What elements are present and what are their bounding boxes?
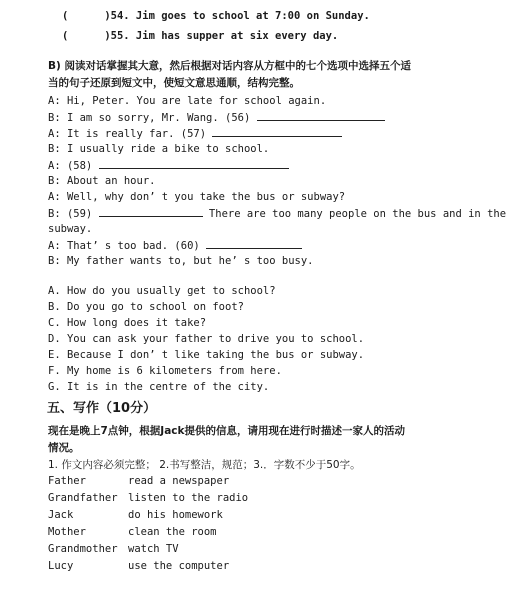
dialogue-text: A: It is really far. (57) — [48, 128, 207, 140]
judge-text: )55. Jim has supper at six every day. — [104, 30, 339, 42]
table-row-what: clean the room — [128, 526, 217, 538]
table-row-what: do his homework — [128, 509, 223, 521]
table-row-who: Father — [48, 475, 86, 487]
table-row-what: read a newspaper — [128, 475, 230, 487]
option-g: G. It is in the centre of the city. — [48, 381, 270, 393]
table-row-what: use the computer — [128, 560, 230, 572]
writing-heading: 五、写作（10分） — [47, 401, 157, 416]
dialogue-text: There are too many people on the bus and in the — [208, 208, 506, 220]
option-a: A. How do you usually get to school? — [48, 285, 276, 297]
judge-item-54 — [62, 9, 370, 23]
option-b: B. Do you go to school on foot? — [48, 301, 244, 313]
option-c: C. How long does it take? — [48, 317, 207, 329]
table-row-what: listen to the radio — [128, 492, 249, 504]
dialogue-text: A: That’ s too bad. (60) — [48, 240, 200, 252]
dialogue-line: B: About an hour. — [48, 175, 156, 187]
dialogue-line-57 — [48, 126, 342, 141]
judge-text: )54. Jim goes to school at 7:00 on Sunday. — [104, 10, 370, 22]
table-row-who: Grandfather — [48, 492, 118, 504]
dialogue-line: B: My father wants to, but he’ s too busy. — [48, 255, 314, 267]
option-d: D. You can ask your father to drive you to school. — [48, 333, 365, 345]
writing-instruction-line1: 现在是晚上7点钟，根据Jack提供的信息，请用现在进行时描述一家人的活动 — [48, 425, 406, 437]
dialogue-text: B: (59) — [48, 208, 93, 220]
option-e: E. Because I don’ t like taking the bus or subway. — [48, 349, 365, 361]
judge-paren: ( — [62, 30, 69, 42]
judge-paren: ( — [62, 10, 69, 22]
dialogue-line-56 — [48, 110, 385, 125]
judge-item-55 — [62, 29, 338, 43]
dialogue-line-58 — [48, 158, 289, 173]
answer-blank-56[interactable] — [257, 110, 385, 121]
answer-blank-60[interactable] — [206, 238, 302, 249]
option-f: F. My home is 6 kilometers from here. — [48, 365, 282, 377]
table-row-who: Jack — [48, 509, 74, 521]
dialogue-line-60 — [48, 238, 302, 253]
table-row-who: Grandmother — [48, 543, 118, 555]
table-row-what: watch TV — [128, 543, 179, 555]
dialogue-line: A: Hi, Peter. You are late for school again. — [48, 95, 327, 107]
writing-requirements: 1. 作文内容必须完整； 2.书写整洁，规范；3.．字数不少于50字。 — [48, 459, 361, 471]
dialogue-text: A: (58) — [48, 160, 93, 172]
table-row-who: Lucy — [48, 560, 74, 572]
answer-blank-58[interactable] — [99, 158, 289, 169]
dialogue-text: B: I am so sorry, Mr. Wang. (56) — [48, 112, 251, 124]
writing-instruction-line2: 情况。 — [48, 442, 80, 454]
dialogue-line: A: Well, why don’ t you take the bus or subway? — [48, 191, 346, 203]
dialogue-line: subway. — [48, 223, 93, 235]
dialogue-line: B: I usually ride a bike to school. — [48, 143, 270, 155]
answer-blank-59[interactable] — [99, 206, 203, 217]
answer-blank-57[interactable] — [212, 126, 342, 137]
section-b-instruction-line2: 当的句子还原到短文中，使短文意思通顺，结构完整。 — [48, 77, 300, 89]
table-row-who: Mother — [48, 526, 86, 538]
section-b-instruction-line1: B) 阅读对话掌握其大意，然后根据对话内容从方框中的七个选项中选择五个适 — [48, 60, 411, 72]
dialogue-line-59 — [48, 206, 506, 221]
